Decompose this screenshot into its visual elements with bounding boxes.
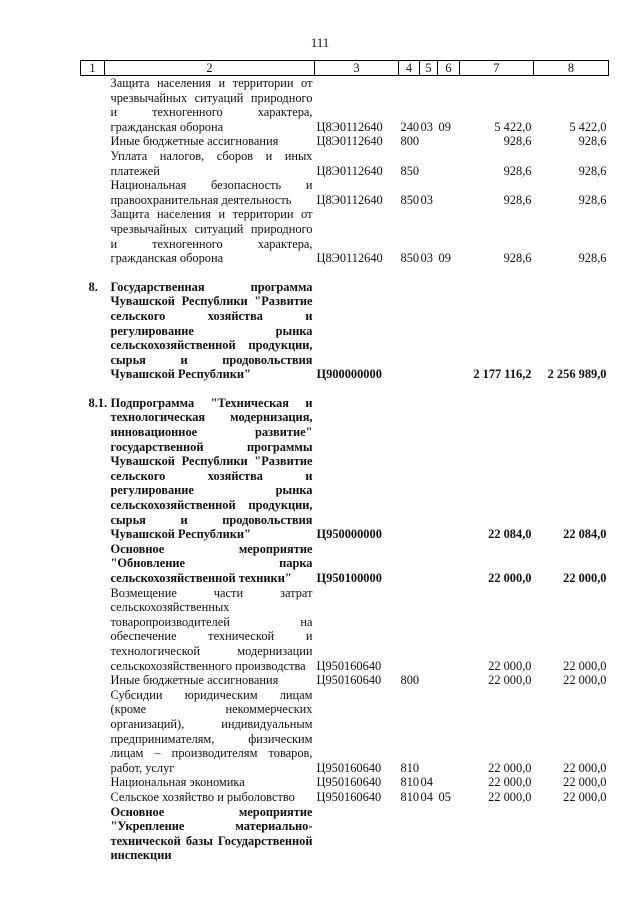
row-amount-year-2: 22 000,0 (563, 775, 607, 790)
row-description: Уплата налогов, сборов и иных платежей (110, 148, 313, 178)
row-target-code: Ц8Э0112640 (316, 163, 383, 178)
table-row (81, 396, 609, 542)
table-row (81, 134, 609, 149)
row-amount-year-2 (534, 805, 609, 863)
row-amount-year-1: 928,6 (503, 134, 532, 149)
row-subsection (438, 149, 460, 178)
header-col-2: 2 (105, 61, 315, 76)
row-amount-year-2: 928,6 (578, 251, 607, 266)
row-target-code: Ц900000000 (316, 367, 382, 382)
row-amount-year-1: 22 000,0 (488, 658, 532, 673)
row-amount-year-2: 22 000,0 (563, 760, 607, 775)
row-amount-year-1: 22 000,0 (488, 775, 532, 790)
budget-table (80, 60, 609, 863)
header-col-6: 6 (438, 61, 460, 76)
row-subsection (438, 134, 460, 149)
row-amount-year-2: 928,6 (578, 163, 607, 178)
row-index (81, 688, 105, 776)
row-section (420, 149, 438, 178)
row-target-code: Ц950160640 (316, 775, 382, 790)
table-row (81, 790, 609, 805)
row-index (81, 586, 105, 674)
row-section: 03 (420, 192, 433, 207)
table-row (81, 586, 609, 674)
row-target-code: Ц950160640 (316, 789, 382, 804)
row-expense-type (399, 586, 420, 674)
row-description: Национальная экономика (110, 775, 245, 790)
row-description: Основное мероприятие "Укрепление материально-технической базы Государственной инспекции (110, 804, 313, 863)
row-description: Подпрограмма "Техническая и технологическая модернизация, инновационное развитие" государственной программы Чувашской Республики "Развитие сельского хозяйства и регулирование рынка сельскохозяйственной продукции, сырья и продовольствия Чувашской Республики" (110, 395, 313, 542)
row-expense-type: 810 (400, 789, 420, 804)
row-index: 8.1. (88, 395, 108, 410)
row-description: Иные бюджетные ассигнования (110, 673, 279, 688)
row-index (81, 673, 105, 688)
row-target-code: Ц950100000 (316, 571, 382, 585)
row-description: Субсидии юридическим лицам (кроме некоммерческих организаций), индивидуальным предпринимателям, физическим лицам – производителям товаров, работ, услуг (110, 687, 313, 775)
table-row (81, 805, 609, 863)
row-section (420, 688, 438, 776)
row-subsection (438, 673, 460, 688)
table-row (81, 207, 609, 265)
row-expense-type (399, 805, 420, 863)
row-section (420, 396, 438, 542)
row-index (81, 805, 105, 863)
row-index (81, 76, 105, 135)
row-expense-type: 810 (400, 760, 420, 775)
row-target-code: Ц8Э0112640 (316, 251, 383, 266)
row-amount-year-2: 928,6 (578, 134, 607, 149)
row-target-code: Ц8Э0112640 (316, 192, 383, 207)
row-index (81, 207, 105, 265)
table-row (81, 149, 609, 178)
row-subsection (438, 586, 460, 674)
row-amount-year-2: 22 000,0 (563, 571, 607, 585)
row-target-code: Ц950160640 (316, 658, 382, 673)
row-amount-year-1 (460, 805, 534, 863)
row-expense-type: 800 (400, 673, 420, 688)
row-subsection (438, 280, 460, 382)
row-amount-year-2: 928,6 (578, 192, 607, 207)
row-section (420, 134, 438, 149)
row-subsection: 09 (438, 251, 451, 266)
row-amount-year-1: 2 177 116,2 (473, 367, 532, 382)
row-amount-year-2: 22 000,0 (563, 673, 607, 688)
header-col-1: 1 (81, 61, 105, 76)
table-body (81, 76, 609, 863)
page-number: 111 (310, 35, 330, 50)
header-col-3: 3 (315, 61, 399, 76)
row-amount-year-1: 928,6 (503, 192, 532, 207)
row-target-code: Ц8Э0112640 (316, 119, 383, 134)
row-expense-type: 850 (400, 192, 420, 207)
row-index (81, 178, 105, 207)
row-amount-year-2: 22 000,0 (563, 789, 607, 804)
row-amount-year-1: 22 084,0 (488, 527, 532, 542)
spacer-row (81, 266, 609, 280)
row-index: 8. (88, 279, 98, 294)
row-index (81, 775, 105, 790)
row-section (420, 805, 438, 863)
table-row (81, 76, 609, 135)
row-target-code: Ц950000000 (316, 527, 382, 542)
row-section (420, 586, 438, 674)
row-amount-year-1: 928,6 (503, 251, 532, 266)
row-index (81, 149, 105, 178)
row-description: Национальная безопасность и правоохранительная деятельность (110, 178, 313, 207)
row-description: Защита населения и территории от чрезвычайных ситуаций природного и техногенного характера, гражданская оборона (110, 76, 313, 134)
row-subsection (438, 178, 460, 207)
table-row (81, 280, 609, 382)
row-subsection (438, 688, 460, 776)
row-target-code (315, 805, 399, 863)
row-index (81, 790, 105, 805)
table-header (81, 61, 609, 76)
row-subsection (438, 775, 460, 790)
row-section: 04 (420, 789, 433, 804)
row-description: Государственная программа Чувашской Республики "Развитие сельского хозяйства и регулирование рынка сельскохозяйственной продукции, сырья и продовольствия Чувашской Республики" (110, 279, 313, 382)
row-amount-year-1: 22 000,0 (488, 760, 532, 775)
row-expense-type: 240 (400, 119, 420, 134)
row-amount-year-1: 22 000,0 (488, 789, 532, 804)
row-expense-type (399, 280, 420, 382)
row-amount-year-2: 2 256 989,0 (547, 367, 607, 382)
row-subsection (438, 396, 460, 542)
header-col-8: 8 (534, 61, 609, 76)
row-amount-year-1: 22 000,0 (488, 571, 532, 585)
table-row (81, 542, 609, 586)
row-target-code: Ц950160640 (316, 673, 382, 688)
row-amount-year-2: 22 000,0 (563, 658, 607, 673)
row-subsection (438, 542, 460, 586)
row-expense-type: 810 (400, 775, 420, 790)
row-target-code: Ц8Э0112640 (316, 134, 383, 149)
row-amount-year-2: 22 084,0 (563, 527, 607, 542)
row-index (81, 542, 105, 586)
spacer-cell (81, 382, 609, 396)
header-col-4: 4 (399, 61, 420, 76)
row-description: Сельское хозяйство и рыболовство (110, 789, 295, 804)
row-description: Возмещение части затрат сельскохозяйственных товаропроизводителей на обеспечение технической и технологической модернизации сельскохозяйственного производства (110, 585, 313, 673)
row-subsection (438, 805, 460, 863)
row-expense-type (399, 396, 420, 542)
row-section: 03 (420, 251, 433, 266)
row-amount-year-2: 5 422,0 (569, 119, 607, 134)
table-row (81, 775, 609, 790)
header-col-5: 5 (420, 61, 438, 76)
spacer-cell (81, 266, 609, 280)
row-amount-year-1: 928,6 (503, 163, 532, 178)
table-row (81, 178, 609, 207)
row-target-code: Ц950160640 (316, 760, 382, 775)
row-section: 03 (420, 119, 433, 134)
row-section: 04 (420, 775, 433, 790)
row-amount-year-1: 22 000,0 (488, 673, 532, 688)
row-description: Основное мероприятие "Обновление парка сельскохозяйственной техники" (110, 541, 313, 585)
table-row (81, 673, 609, 688)
row-description: Защита населения и территории от чрезвычайных ситуаций природного и техногенного характера, гражданская оборона (110, 207, 313, 266)
spacer-row (81, 382, 609, 396)
header-col-7: 7 (460, 61, 534, 76)
row-section (420, 280, 438, 382)
row-expense-type: 800 (400, 134, 420, 149)
row-section (420, 542, 438, 586)
row-section (420, 673, 438, 688)
row-expense-type: 850 (400, 163, 420, 178)
row-amount-year-1: 5 422,0 (494, 119, 532, 134)
row-expense-type (399, 542, 420, 586)
row-expense-type: 850 (400, 251, 420, 266)
table-row (81, 688, 609, 776)
row-subsection: 09 (438, 119, 451, 134)
row-index (81, 134, 105, 149)
row-subsection: 05 (438, 789, 451, 804)
row-description: Иные бюджетные ассигнования (110, 134, 279, 149)
